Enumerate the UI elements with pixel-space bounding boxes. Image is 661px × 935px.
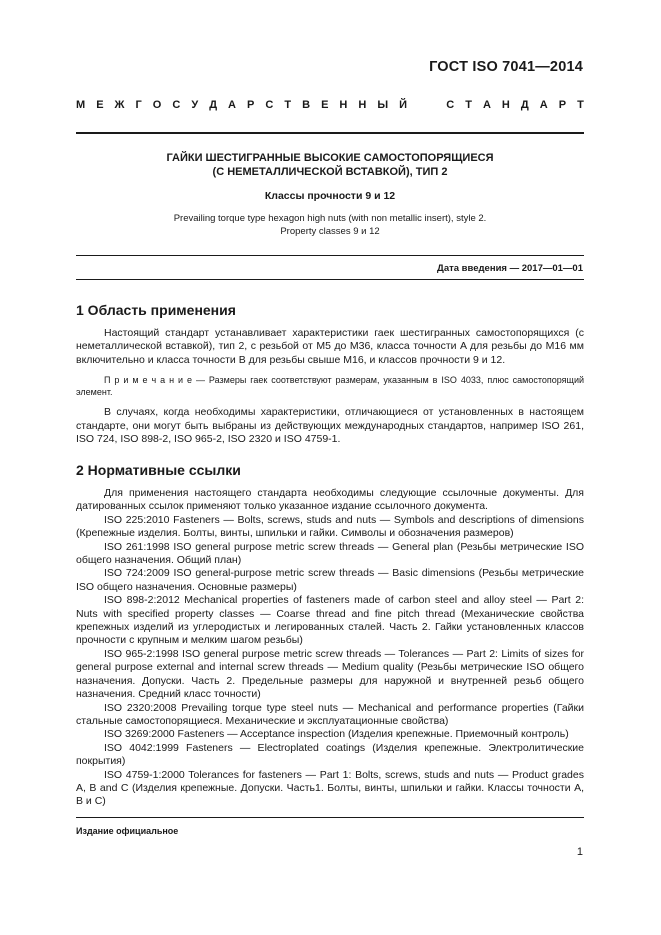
reference-item: ISO 724:2009 ISO general-purpose metric screw threads — Basic dimensions (Резьбы метрические ISO общего назначения. Основные размеры) (76, 567, 584, 593)
header-letter: Д (209, 99, 218, 111)
header-letter: Д (520, 99, 529, 111)
header-letter: С (446, 99, 455, 111)
header-letter: С (265, 99, 274, 111)
reference-item: ISO 2320:2008 Prevailing torque type steel nuts — Mechanical and performance properties (Гайки стальные самостопорящиеся. Механические и эксплуатационные свойства) (76, 701, 584, 727)
header-rule (76, 132, 584, 134)
reference-item: ISO 898-2:2012 Mechanical properties of fasteners made of carbon steel and alloy steel — Part 2: Nuts with specified property classes — Coarse thread and fine pitch thread (Механические свойства крепежных изделий из углеродистых и легированных сталей. Часть 2. Гайки установленных классов прочности с крупным и мелким шагом резьбы) (76, 594, 584, 647)
header-letter: А (539, 99, 548, 111)
header-letter: О (152, 99, 162, 111)
title-en (76, 212, 584, 238)
header-letter: Н (339, 99, 348, 111)
subtitle: Классы прочности 9 и 12 (264, 190, 396, 202)
reference-item: ISO 965-2:1998 ISO general purpose metric screw threads — Tolerances — Part 2: Limits of sizes for general purpose external and internal screw threads — Medium quality (Резьбы метрические ISO общего назначения. Допуски. Часть 2. Предельные размеры для наружной и внутренней резьб общего назначения. Средний класс точности) (76, 647, 584, 701)
section-2-body (76, 487, 584, 809)
section-1-body (76, 327, 584, 446)
header-letter: Т (284, 99, 292, 111)
document-code: ГОСТ ISO 7041—2014 (429, 59, 583, 75)
section-1-para-1-text: Настоящий стандарт устанавливает характеристики гаек шестигранных самостопорящихся (с неметаллической вставкой), тип 2, с резьбой от M5 до M36, класса точности A для резьбы до M16 мм включительно и класса точности B для резьбы свыше M16, и классов прочности 9 и 12. (76, 327, 584, 366)
reference-item: ISO 225:2010 Fasteners — Bolts, screws, studs and nuts — Symbols and descriptions of dimensions (Крепежные изделия. Болты, винты, шпильки и гайки. Символы и обозначения размеров) (76, 513, 584, 540)
footer-rule (76, 817, 584, 818)
header-letter: Ж (114, 99, 125, 111)
standard-type-header (76, 99, 584, 111)
date-rule (76, 279, 584, 280)
title-en-line-1: Prevailing torque type hexagon high nuts (with non metallic insert), style 2. (173, 213, 487, 224)
header-letter: Ы (377, 99, 389, 111)
title-line-1: ГАЙКИ ШЕСТИГРАННЫЕ ВЫСОКИЕ САМОСТОПОРЯЩИЕСЯ (166, 152, 494, 164)
header-letter: Г (135, 99, 142, 111)
title-block (76, 151, 584, 238)
header-letter: А (482, 99, 491, 111)
header-letter: В (302, 99, 311, 111)
reference-item: ISO 261:1998 ISO general purpose metric screw threads — General plan (Резьбы метрические ISO общего назначения. Общий план) (76, 540, 584, 567)
section-1-note (76, 374, 584, 398)
section-1-heading: 1 Область применения (76, 302, 236, 318)
title-rule (76, 255, 584, 256)
reference-item: ISO 4042:1999 Fasteners — Electroplated coatings (Изделия крепежные. Электролитические покрытия) (76, 741, 584, 768)
header-letter: Р (558, 99, 567, 111)
header-letter: Р (247, 99, 255, 111)
header-letter: А (228, 99, 236, 111)
header-letter: Й (399, 99, 408, 111)
header-letter: М (76, 99, 86, 111)
page-number: 1 (576, 846, 583, 858)
section-1-paragraph-2: В случаях, когда необходимы характеристики, отличающиеся от установленных в настоящем стандарте, они могут быть выбраны из действующих международных стандартов, например ISO 261, ISO 724, ISO 898-2, ISO 965-2, ISO 2320 и ISO 4759-1. (76, 406, 584, 446)
official-edition-label: Издание официальное (76, 826, 179, 836)
note-text: — Размеры гаек соответствуют размерам, указанным в ISO 4033, плюс самостопорящий элемент. (76, 375, 584, 398)
header-letter: Н (501, 99, 510, 111)
header-letter: Е (96, 99, 104, 111)
header-letter: У (191, 99, 199, 111)
header-letter: Т (465, 99, 472, 111)
header-letter: Е (321, 99, 329, 111)
references-list (76, 514, 584, 809)
section-2-intro: Для применения настоящего стандарта необходимы следующие ссылочные документы. Для датированных ссылок применяют только указанное издание ссылочного документа. (76, 487, 584, 513)
header-letter (418, 99, 421, 111)
header-letter: Т (577, 99, 584, 111)
header-letter (432, 99, 435, 111)
title-en-line-2: Property classes 9 и 12 (280, 226, 380, 237)
intro-date: Дата введения — 2017—01—01 (437, 263, 583, 274)
section-2-heading: 2 Нормативные ссылки (76, 462, 241, 478)
section-1-paragraph-1 (76, 327, 584, 367)
title-line-2: (С НЕМЕТАЛЛИЧЕСКОЙ ВСТАВКОЙ), ТИП 2 (212, 166, 448, 178)
note-label: П р и м е ч а н и е (104, 375, 192, 386)
reference-item: ISO 4759-1:2000 Tolerances for fasteners — Part 1: Bolts, screws, studs and nuts — Product grades A, B and C (Изделия крепежные. Допуски. Часть1. Болты, винты, шпильки и гайки. Классы точности A, B и C) (76, 768, 584, 808)
header-letter: С (172, 99, 181, 111)
header-letter: Н (358, 99, 367, 111)
reference-item: ISO 3269:2000 Fasteners — Acceptance inspection (Изделия крепежные. Приемочный контроль) (104, 728, 569, 741)
